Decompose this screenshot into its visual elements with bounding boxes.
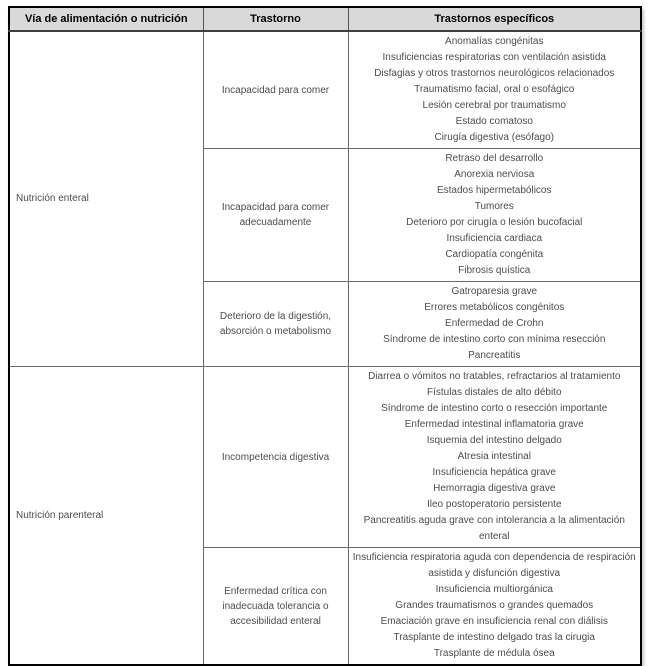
especifico-item: Deterioro por cirugía o lesión bucofacial <box>406 217 583 228</box>
trastorno-cell: Incapacidad para comer adecuadamente <box>203 149 348 282</box>
trastorno-cell: Deterioro de la digestión, absorción o metabolismo <box>203 282 348 367</box>
especifico-item: Diarrea o vómitos no tratables, refractarios al tratamiento <box>368 371 621 382</box>
especifico-item: Disfagias y otros trastornos neurológicos relacionados <box>374 68 615 79</box>
especifico-item: Traumatismo facial, oral o esofágico <box>414 84 575 95</box>
especifico-item: Insuficiencia respiratoria aguda con dependencia de respiración asistida y disfunción digestiva <box>352 552 636 579</box>
especifico-item: Gatroparesia grave <box>451 286 538 297</box>
especifico-item: Enfermedad de Crohn <box>445 318 544 329</box>
especificos-cell <box>348 367 641 548</box>
table-header <box>9 7 641 31</box>
especifico-item: Atresia intestinal <box>457 451 531 462</box>
especificos-cell <box>348 31 641 149</box>
especifico-item: Hemorragia digestiva grave <box>433 483 556 494</box>
especifico-item: Estado comatoso <box>455 116 533 127</box>
especifico-item: Retraso del desarrollo <box>445 153 544 164</box>
especifico-item: Lesión cerebral por traumatismo <box>422 100 566 111</box>
especifico-item: Isquemia del intestino delgado <box>426 435 562 446</box>
especifico-item: Enfermedad intestinal inflamatoria grave <box>404 419 584 430</box>
trastorno-cell: Enfermedad crítica con inadecuada tolerancia o accesibilidad enteral <box>203 548 348 666</box>
especifico-item: Trasplante de médula ósea <box>433 648 555 659</box>
especifico-item: Cardiopatía congénita <box>445 249 544 260</box>
table-body <box>9 31 641 665</box>
especifico-item: Grandes traumatismos o grandes quemados <box>395 600 594 611</box>
especifico-item: Fístulas distales de alto débito <box>426 387 562 398</box>
especifico-item: Pancreatitis aguda grave con intolerancia a la alimentación enteral <box>363 515 625 542</box>
table-row <box>9 367 641 548</box>
especifico-item: Insuficiencia multiorgánica <box>435 584 553 595</box>
especifico-item: Insuficiencia cardiaca <box>446 233 543 244</box>
col-header-via: Vía de alimentación o nutrición <box>9 7 203 31</box>
via-cell: Nutrición parenteral <box>9 367 203 666</box>
nutrition-table <box>8 6 642 666</box>
especifico-item: Síndrome de intestino corto o resección importante <box>381 403 608 414</box>
especificos-cell <box>348 548 641 666</box>
trastorno-cell: Incompetencia digestiva <box>203 367 348 548</box>
col-header-trastorno: Trastorno <box>203 7 348 31</box>
especificos-cell <box>348 149 641 282</box>
especifico-item: Fibrosis quística <box>458 265 531 276</box>
especifico-item: Cirugía digestiva (esófago) <box>434 132 554 143</box>
especifico-item: Emaciación grave en insuficiencia renal con diálisis <box>380 616 608 627</box>
especifico-item: Estados hipermetabólicos <box>436 185 552 196</box>
especifico-item: Ileo postoperatorio persistente <box>426 499 562 510</box>
via-cell: Nutrición enteral <box>9 31 203 367</box>
especificos-cell <box>348 282 641 367</box>
especifico-item: Insuficiencia hepática grave <box>432 467 556 478</box>
col-header-especificos: Trastornos específicos <box>348 7 641 31</box>
especifico-item: Síndrome de intestino corto con mínima resección <box>383 334 606 345</box>
especifico-item: Insuficiencias respiratorias con ventilación asistida <box>382 52 606 63</box>
especifico-item: Anorexia nerviosa <box>454 169 535 180</box>
especifico-item: Pancreatitis <box>468 350 521 361</box>
especifico-item: Errores metabólicos congénitos <box>424 302 565 313</box>
table-row <box>9 31 641 149</box>
especifico-item: Anomalías congénitas <box>445 36 544 47</box>
trastorno-cell: Incapacidad para comer <box>203 31 348 149</box>
header-row <box>9 7 641 31</box>
especifico-item: Trasplante de intestino delgado tras la cirugia <box>393 632 595 643</box>
especifico-item: Tumores <box>474 201 514 212</box>
nutrition-table-container <box>8 6 642 666</box>
